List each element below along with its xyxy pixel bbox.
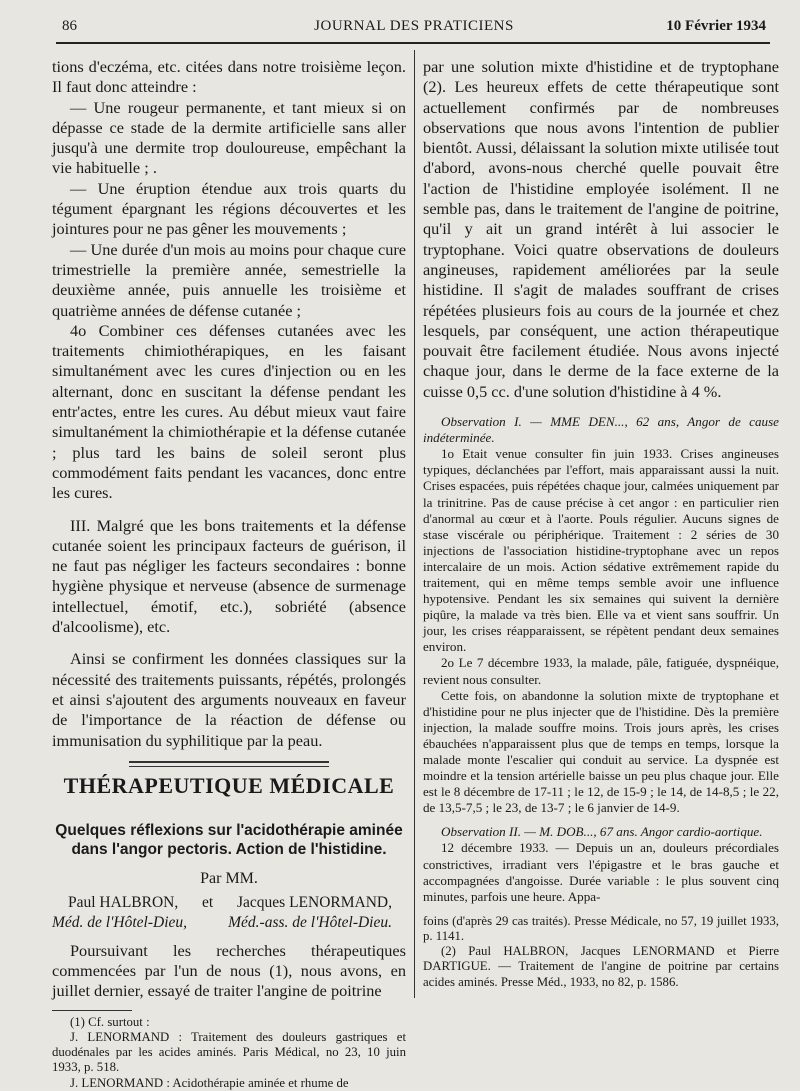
author-affiliation: Méd. de l'Hôtel-Dieu, [52,913,188,931]
page-number: 86 [62,18,77,34]
author-conjunction: et [202,893,214,911]
observation-text: 2o Le 7 décembre 1933, la malade, pâle, fatiguée, dyspnéique, revient nous consulter. [423,655,779,687]
paragraph: III. Malgré que les bons traitements et la défense cutanée soient les principaux facteurs de guérison, il ne faut pas négliger les facteurs secondaires : bonne hygiène physique et nerveuse (absence de surmenage intellectuel, émotif, etc.), sobriété (absence d'alcoolisme), etc. [52,515,406,637]
footnote: J. LENORMAND : Traitement des douleurs gastriques et duodénales par les acides aminés. Paris Médical, no 23, 10 juin 1933, p. 518. [52,1029,406,1075]
running-header [62,18,766,40]
paragraph: par une solution mixte d'histidine et de tryptophane (2). Les heureux effets de cette thérapeutique sont actuellement confirmés par de nombreuses observations que nous avons l'intention de publier bientôt. Aussi, délaissant la solution mixte utilisée tout d'abord, avons-nous cherché quelle pouvait être l'action de l'histidine employée isolément. Il ne semble pas, dans le traitement de l'angine de poitrine, qu'il y ait un grand intérêt à lui associer le tryptophane. Voici quatre observations de douleurs angineuses, rapidement améliorées par la seule histidine. Il s'agit de malades souffrant de crises répétées plusieurs fois au cours de la journée et chez lesquels, par conséquent, une action thérapeutique pouvait être facilement étudiée. Nous avons injecté chaque jour, dans le derme de la face externe de la cuisse 0,5 cc. d'une solution d'histidine à 4 %. [423,57,779,401]
byline: Par MM. [200,869,258,887]
author-name: Jacques LENORMAND, [237,893,392,911]
paragraph: Ainsi se confirment les données classiques sur la nécessité des traitements puissants, répétés, prolongés et ainsi s'ajoutent des arguments nouveaux en faveur de l'importance de la réaction de défense ou immunisation du syphilitique par la peau. [52,649,406,750]
observation-text: 1o Etait venue consulter fin juin 1933. Crises angineuses typiques, déclanchées par l'effort, mais apparaissant aussi la nuit. Crises espacées, puis répétées chaque jour, calmées uniquement par la trinitrine. Pas de cause précise à cet angor : en particulier rien d'anormal au cœur et à l'aorte. Pouls régulier. Aucuns signes de stase viscérale ou périphérique. Traitement : 2 séries de 30 injections de l'association histidine-tryptophane avec un repos intercalaire de un mois. Action sédative extrêmement rapide du traitement, qui en même temps semble avoir une influence hypotensive. Pendant les six semaines qui suivent la dernière piqûre, la malade va très bien. Elle va et vient sans souffrir. Un jour, les crises réapparaissent, se répètent pendant deux semaines environ. [423,446,779,655]
author-name: Paul HALBRON, [68,893,179,911]
article-title: Quelques réflexions sur l'acidothérapie aminée dans l'angor pectoris. Action de l'histidine. [55,821,403,858]
section-title: THÉRAPEUTIQUE MÉDICALE [63,772,395,798]
footnote: (1) Cf. surtout : [70,1014,150,1029]
observation-heading: Observation I. — MME DEN..., 62 ans, Angor de cause indéterminée. [423,414,779,446]
header-rule [56,42,770,44]
footnote: J. LENORMAND : Acidothérapie aminée et rhume de [70,1075,349,1090]
paragraph: — Une durée d'un mois au moins pour chaque cure trimestrielle la première année, semestrielle la deuxième année, puis annuelle les troisième et quatrième années de défense cutanée ; [52,239,406,320]
observation-text: 12 décembre 1933. — Depuis un an, douleurs précordiales constrictives, irradiant vers l'épigastre et le bras gauche et accompagnées d'angoisse. Durée variable : le plus souvent cinq minutes, parfois une heure. Appa- [423,840,779,904]
right-column [423,57,779,990]
paragraph: — Une rougeur permanente, et tant mieux si on dépasse ce stade de la dermite artificielle sans aller jusqu'à une dermite trop douloureuse, empêchant la vie habituelle ; . [52,97,406,178]
paragraph: tions d'eczéma, etc. citées dans notre troisième leçon. Il faut donc atteindre : [52,57,406,97]
observation-heading: Observation II. — M. DOB..., 67 ans. Angor cardio-aortique. [441,824,763,840]
issue-date: 10 Février 1934 [666,18,766,34]
footnote: (2) Paul HALBRON, Jacques LENORMAND et Pierre DARTIGUE. — Traitement de l'angine de poitrine par certains acides aminés. Presse Méd., 1933, no 82, p. 1586. [423,944,779,989]
left-column [52,57,406,1091]
journal-title: JOURNAL DES PRATICIENS [314,18,514,34]
footnote: foins (d'après 29 cas traités). Presse Médicale, no 57, 19 juillet 1933, p. 1141. [423,913,779,944]
section-rule [129,761,329,767]
paragraph: Poursuivant les recherches thérapeutiques commencées par l'un de nous (1), nous avons, en juillet dernier, essayé de traiter l'angine de poitrine [52,940,406,1001]
footnote-rule [52,1010,132,1011]
author-affiliation: Méd.-ass. de l'Hôtel-Dieu. [228,913,392,931]
authors [52,893,406,933]
column-divider [414,50,415,998]
observation-text: Cette fois, on abandonne la solution mixte de tryptophane et d'histidine pour ne plus injecter que de l'histidine. Dès la première injection, la malade souffre moins. Trois jours après, les crises ébauchées n'apparaissent plus que de temps en temps, lorsque la malade monte l'escalier qui conduit au service. La dyspnée est moindre et la tension artérielle baisse un peu plus chaque jour. Elle est le 8 décembre de 17-11 ; le 12, de 15-9 ; le 14, de 14-8,5 ; le 22, de 13,5-7,5 ; le 23, de 13-7 ; le 6 janvier de 14-9. [423,687,779,816]
paragraph: 4o Combiner ces défenses cutanées avec les traitements chimiothérapiques, en les faisant simultanément avec les cures d'injection ou en les alternant, donc en suscitant la défense pendant les entr'actes, entre les cures. Au début mieux vaut faire simultanément la chimiothérapie et la défense cutanée ; plus tard les bains de soleil seront plus commodément faits pendant les vacances, donc entre les cures. [52,320,406,503]
paragraph: — Une éruption étendue aux trois quarts du tégument épargnant les régions découvertes et les jointures pour ne pas gêner les mouvements ; [52,178,406,239]
